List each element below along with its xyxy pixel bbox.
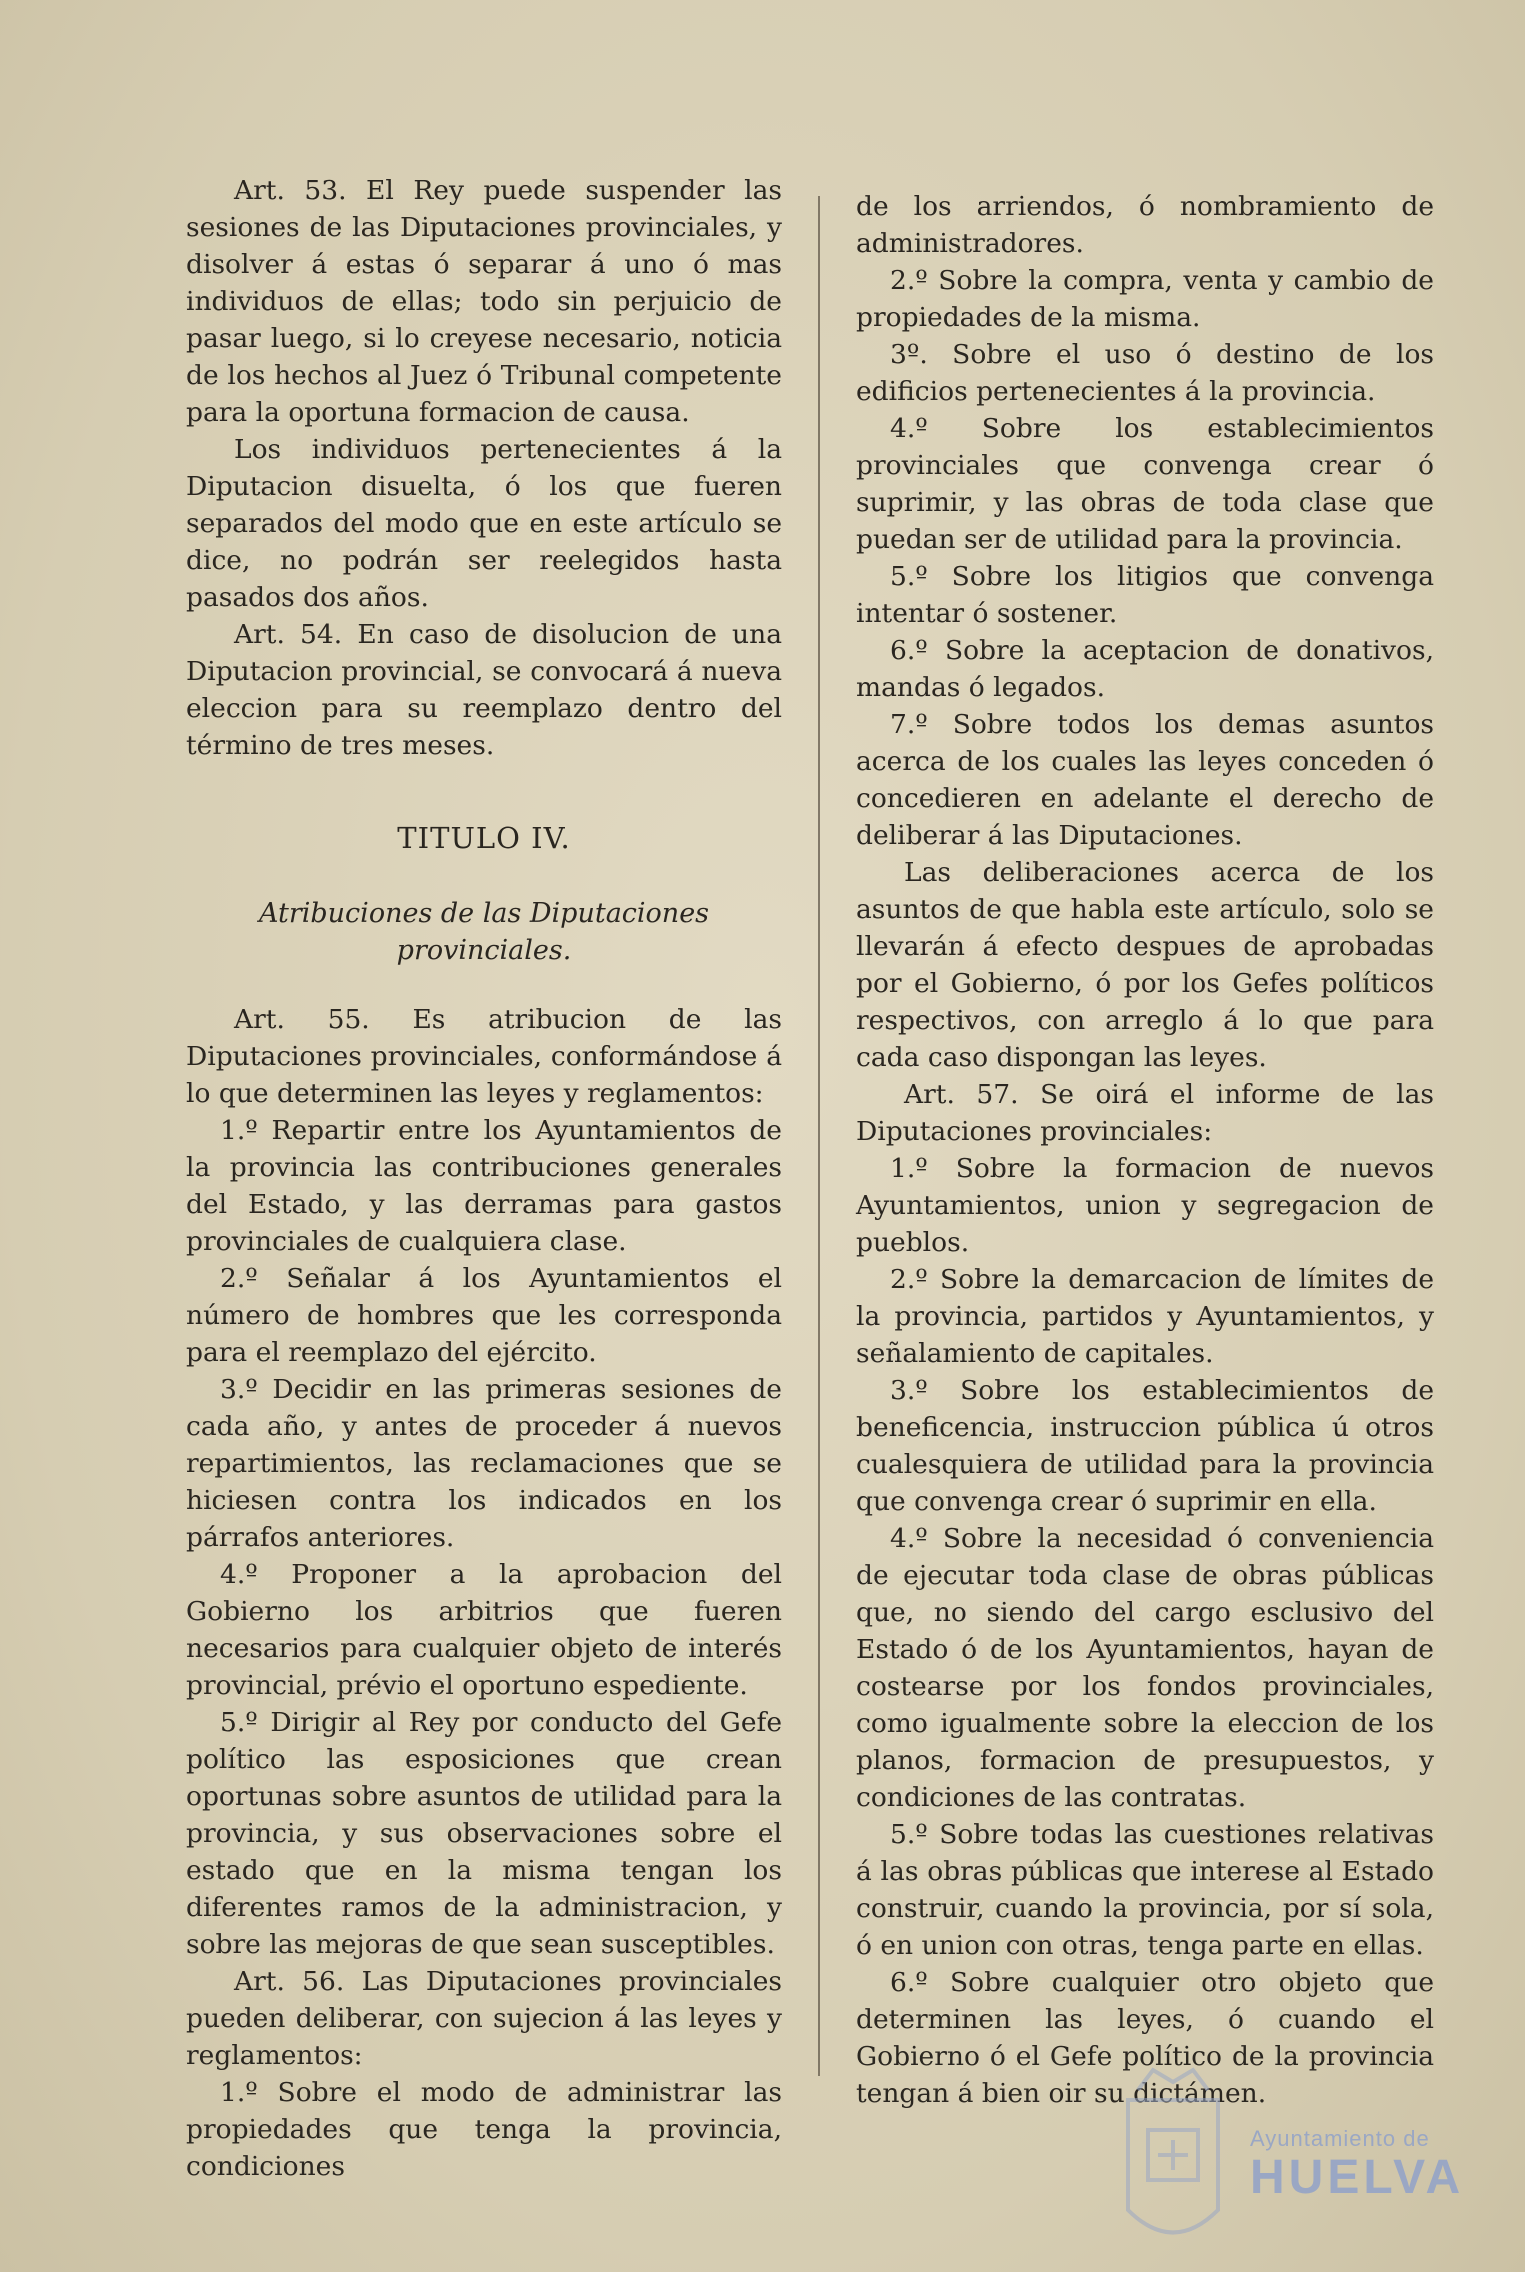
article-57-item-4: 4.º Sobre la necesidad ó conveniencia de ejecutar toda clase de obras públicas que, no siendo del cargo esclusivo del Estado ó de los Ayuntamientos, hayan de costearse por los fondos provinciales, como igualmente sobre la eleccion de los planos, formacion de presupuestos, y condiciones de las contratas. — [856, 1523, 1434, 1813]
article-56-item-3: 3º. Sobre el uso ó destino de los edificios pertenecientes á la provincia. — [856, 339, 1434, 407]
article-57-item-6: 6.º Sobre cualquier otro objeto que determinen las leyes, ó cuando el Gobierno ó el Gefe político de la provincia tengan á bien oir su dictámen. — [856, 1967, 1434, 2109]
article-56-item-7: 7.º Sobre todos los demas asuntos acerca de los cuales las leyes conceden ó concedieren en adelante el derecho de deliberar á las Diputaciones. — [856, 709, 1434, 851]
article-55-item-2: 2.º Señalar á los Ayuntamientos el número de hombres que les corresponda para el reemplazo del ejército. — [186, 1263, 782, 1368]
article-56-paragraph: Las deliberaciones acerca de los asuntos de que habla este artículo, solo se llevarán á efecto despues de aprobadas por el Gobierno, ó por los Gefes políticos respectivos, con arreglo á lo que para cada caso dispongan las leyes. — [856, 857, 1434, 1073]
article-55: Art. 55. Es atribucion de las Diputaciones provinciales, conformándose á lo que determinen las leyes y reglamentos: — [186, 1004, 782, 1109]
article-56-item-5: 5.º Sobre los litigios que convenga intentar ó sostener. — [856, 561, 1434, 629]
article-57: Art. 57. Se oirá el informe de las Diputaciones provinciales: — [856, 1079, 1434, 1147]
article-53-paragraph-2: Los individuos pertenecientes á la Diputacion disuelta, ó los que fueren separados del modo que en este artículo se dice, no podrán ser reelegidos hasta pasados dos años. — [186, 434, 782, 613]
article-56-item-2: 2.º Sobre la compra, venta y cambio de propiedades de la misma. — [856, 265, 1434, 333]
right-column — [856, 188, 1434, 2112]
left-column — [186, 172, 782, 2185]
section-title: TITULO IV. — [397, 821, 571, 855]
article-56: Art. 56. Las Diputaciones provinciales pueden deliberar, con sujecion á las leyes y reglamentos: — [186, 1966, 782, 2071]
article-57-item-1: 1.º Sobre la formacion de nuevos Ayuntamientos, union y segregacion de pueblos. — [856, 1153, 1434, 1258]
article-56-item-1: 1.º Sobre el modo de administrar las propiedades que tenga la provincia, condiciones — [186, 2077, 782, 2182]
watermark-line-1: Ayuntamiento de — [1250, 2126, 1430, 2151]
article-55-item-5: 5.º Dirigir al Rey por conducto del Gefe político las esposiciones que crean oportunas sobre asuntos de utilidad para la provincia, y sus observaciones sobre el estado que en la misma tengan los diferentes ramos de la administracion, y sobre las mejoras de que sean susceptibles. — [186, 1707, 782, 1960]
article-53: Art. 53. El Rey puede suspender las sesiones de las Diputaciones provinciales, y disolver á estas ó separar á uno ó mas individuos de ellas; todo sin perjuicio de pasar luego, si lo creyese necesario, noticia de los hechos al Juez ó Tribunal competente para la oportuna formacion de causa. — [186, 175, 782, 428]
article-56-item-1-continued: de los arriendos, ó nombramiento de administradores. — [856, 191, 1434, 259]
article-54: Art. 54. En caso de disolucion de una Diputacion provincial, se convocará á nueva eleccion para su reemplazo dentro del término de tres meses. — [186, 619, 782, 761]
article-57-item-2: 2.º Sobre la demarcacion de límites de la provincia, partidos y Ayuntamientos, y señalamiento de capitales. — [856, 1264, 1434, 1369]
article-55-item-4: 4.º Proponer a la aprobacion del Gobierno los arbitrios que fueren necesarios para cualquier objeto de interés provincial, prévio el oportuno espediente. — [186, 1559, 782, 1701]
article-57-item-5: 5.º Sobre todas las cuestiones relativas á las obras públicas que interese al Estado construir, cuando la provincia, por sí sola, ó en union con otras, tenga parte en ellas. — [856, 1819, 1434, 1961]
article-56-item-4: 4.º Sobre los establecimientos provinciales que convenga crear ó suprimir, y las obras de toda clase que puedan ser de utilidad para la provincia. — [856, 413, 1434, 555]
section-subtitle: Atribuciones de las Diputaciones provinciales. — [258, 898, 710, 966]
article-56-item-6: 6.º Sobre la aceptacion de donativos, mandas ó legados. — [856, 635, 1434, 703]
article-55-item-1: 1.º Repartir entre los Ayuntamientos de la provincia las contribuciones generales del Estado, y las derramas para gastos provinciales de cualquiera clase. — [186, 1115, 782, 1257]
article-55-item-3: 3.º Decidir en las primeras sesiones de cada año, y antes de proceder á nuevos repartimientos, las reclamaciones que se hiciesen contra los indicados en los párrafos anteriores. — [186, 1374, 782, 1553]
watermark-line-2: HUELVA — [1250, 2151, 1465, 2204]
column-divider — [818, 196, 820, 2076]
article-57-item-3: 3.º Sobre los establecimientos de beneficencia, instruccion pública ú otros cualesquiera de utilidad para la provincia que convenga crear ó suprimir en ella. — [856, 1375, 1434, 1517]
